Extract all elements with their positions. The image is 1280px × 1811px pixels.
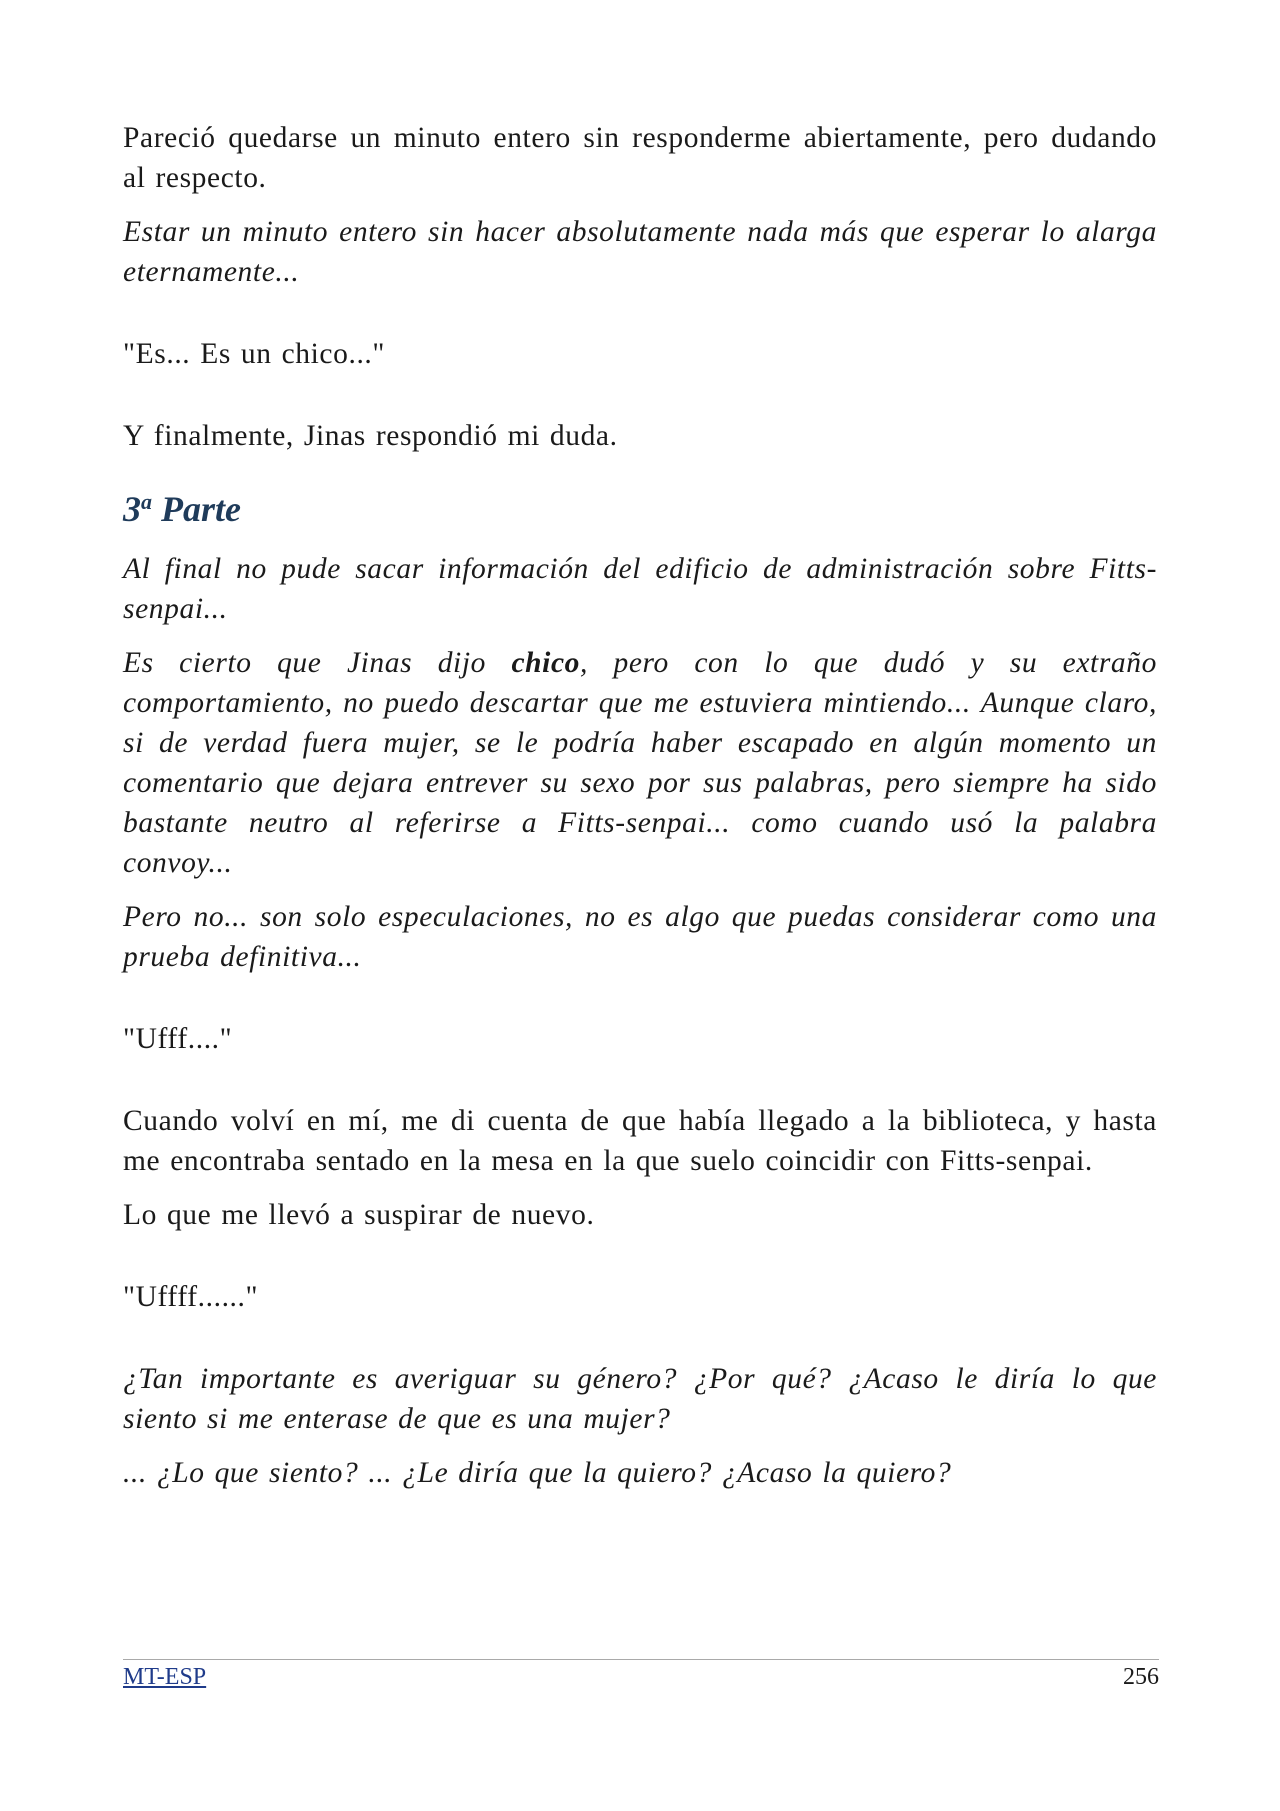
dialogue-line: "Uffff......" <box>123 1281 259 1313</box>
page-body <box>123 118 1157 1507</box>
page-footer <box>123 1659 1159 1692</box>
paragraph: Pareció quedarse un minuto entero sin responderme abiertamente, pero dudando al respecto. <box>123 122 1157 194</box>
heading-number: 3 <box>123 489 141 529</box>
paragraph-italic: ¿Tan importante es averiguar su género? ¿Por qué? ¿Acaso le diría lo que siento si me enterase de que es una mujer? <box>123 1363 1157 1435</box>
paragraph-italic <box>123 643 1157 883</box>
section-heading <box>123 480 1157 531</box>
paragraph: Y finalmente, Jinas respondió mi duda. <box>123 420 618 452</box>
heading-text: Parte <box>161 489 241 529</box>
paragraph: Cuando volví en mí, me di cuenta de que había llegado a la biblioteca, y hasta me encontraba sentado en la mesa en la que suelo coincidir con Fitts-senpai. <box>123 1105 1157 1177</box>
dialogue-line: "Es... Es un chico..." <box>123 338 386 370</box>
footer-link[interactable]: MT-ESP <box>123 1664 207 1690</box>
text-run: , pero con lo que dudó y su extraño comportamiento, no puedo descartar que me estuviera mintiendo... Aunque claro, si de verdad fuera mujer, se le podría haber escapado en algún momento un comentario que dejara entrever su sexo por sus palabras, pero siempre ha sido bastante neutro al referirse a Fitts-senpai... como cuando usó la palabra convoy... <box>123 647 1157 879</box>
paragraph-italic: Al final no pude sacar información del edificio de administración sobre Fitts-senpai... <box>123 553 1157 625</box>
page-number: 256 <box>1123 1664 1159 1690</box>
dialogue-line: "Ufff...." <box>123 1023 233 1055</box>
paragraph: Lo que me llevó a suspirar de nuevo. <box>123 1199 595 1231</box>
heading-superscript: a <box>141 489 152 514</box>
paragraph-italic: Estar un minuto entero sin hacer absolutamente nada más que esperar lo alarga eternamente... <box>123 216 1157 288</box>
bold-word: chico <box>511 647 581 679</box>
paragraph-italic: Pero no... son solo especulaciones, no es algo que puedas considerar como una prueba definitiva... <box>123 901 1157 973</box>
text-run: Es cierto que Jinas dijo <box>123 647 512 679</box>
paragraph-italic: ... ¿Lo que siento? ... ¿Le diría que la quiero? ¿Acaso la quiero? <box>123 1457 952 1489</box>
